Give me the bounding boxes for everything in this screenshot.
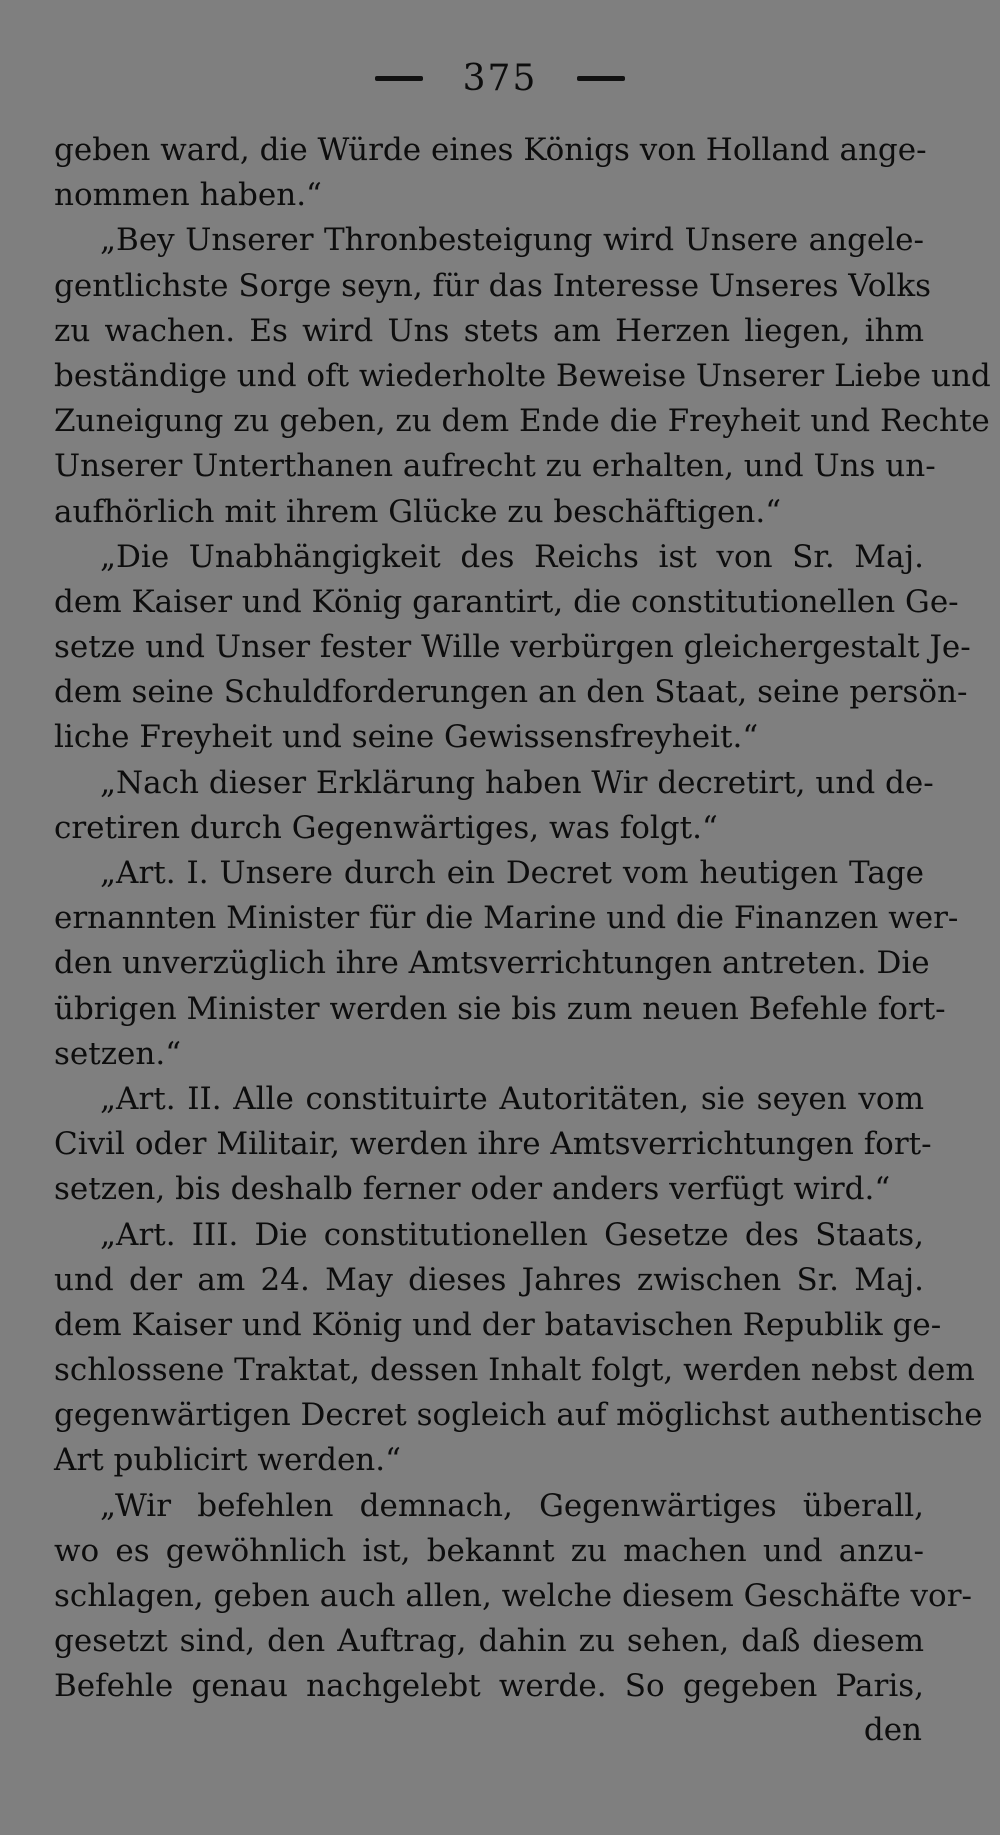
text-line: schlagen, geben auch allen, welche diesem Geschäfte vor- xyxy=(54,1578,973,1614)
text-line: nommen haben.“ xyxy=(54,177,322,214)
text-line: „Art. II. Alle constituirte Autoritäten, sie seyen vom xyxy=(100,1080,924,1117)
text-line: gentlichste Sorge seyn, für das Interesse Unseres Volks xyxy=(54,267,932,304)
page-header xyxy=(0,48,1000,108)
text-line: beständige und oft wiederholte Beweise Unserer Liebe und xyxy=(54,357,991,394)
text-line: geben ward, die Würde eines Königs von Holland ange- xyxy=(54,132,927,168)
text-line: liche Freyheit und seine Gewissensfreyheit.“ xyxy=(54,719,759,756)
text-line: und der am 24. May dieses Jahres zwischen Sr. Maj. xyxy=(54,1261,924,1298)
text-line: ernannten Minister für die Marine und die Finanzen wer- xyxy=(54,900,959,937)
text-line: Zuneigung zu geben, zu dem Ende die Freyheit und Rechte xyxy=(54,403,990,440)
text-line: setze und Unser fester Wille verbürgen gleichergestalt Je- xyxy=(54,629,971,666)
text-line: übrigen Minister werden sie bis zum neuen Befehle fort- xyxy=(54,990,946,1027)
text-line: dem seine Schuldforderungen an den Staat, seine persön- xyxy=(54,674,968,711)
text-line: „Art. I. Unsere durch ein Decret vom heutigen Tage xyxy=(100,855,924,891)
text-line: setzen, bis deshalb ferner oder anders verfügt wird.“ xyxy=(54,1171,891,1208)
catchword: den xyxy=(863,1712,922,1748)
text-line: den unverzüglich ihre Amtsverrichtungen antreten. Die xyxy=(54,945,930,982)
page-number: 375 xyxy=(462,57,538,99)
text-line: setzen.“ xyxy=(54,1035,182,1072)
text-line: schlossene Traktat, dessen Inhalt folgt, werden nebst dem xyxy=(54,1352,975,1389)
text-line: gegenwärtigen Decret sogleich auf möglichst authentische xyxy=(54,1397,983,1434)
header-dash-right xyxy=(577,76,625,81)
text-line: dem Kaiser und König und der batavischen Republik ge- xyxy=(54,1306,942,1343)
text-line: Unserer Unterthanen aufrecht zu erhalten, und Uns un- xyxy=(54,448,936,485)
text-line: „Wir befehlen demnach, Gegenwärtiges überall, xyxy=(100,1487,924,1524)
text-line: „Art. III. Die constitutionellen Gesetze des Staats, xyxy=(100,1216,924,1253)
body-text xyxy=(54,128,991,1710)
text-line: Civil oder Militair, werden ihre Amtsverrichtungen fort- xyxy=(54,1126,932,1163)
text-line: wo es gewöhnlich ist, bekannt zu machen und anzu- xyxy=(54,1532,924,1569)
text-line: dem Kaiser und König garantirt, die constitutionellen Ge- xyxy=(54,583,959,620)
text-line: Befehle genau nachgelebt werde. So gegeben Paris, xyxy=(54,1668,924,1705)
text-line: gesetzt sind, den Auftrag, dahin zu sehen, daß diesem xyxy=(54,1623,924,1660)
text-line: „Bey Unserer Thronbesteigung wird Unsere angele- xyxy=(100,222,924,259)
text-line: zu wachen. Es wird Uns stets am Herzen liegen, ihm xyxy=(54,312,924,349)
text-line: „Die Unabhängigkeit des Reichs ist von Sr. Maj. xyxy=(100,538,924,575)
text-line: cretiren durch Gegenwärtiges, was folgt.“ xyxy=(54,809,718,846)
text-line: Art publicirt werden.“ xyxy=(54,1442,401,1479)
header-dash-left xyxy=(375,76,423,81)
text-line: „Nach dieser Erklärung haben Wir decretirt, und de- xyxy=(100,764,934,801)
text-line: aufhörlich mit ihrem Glücke zu beschäftigen.“ xyxy=(54,493,782,530)
